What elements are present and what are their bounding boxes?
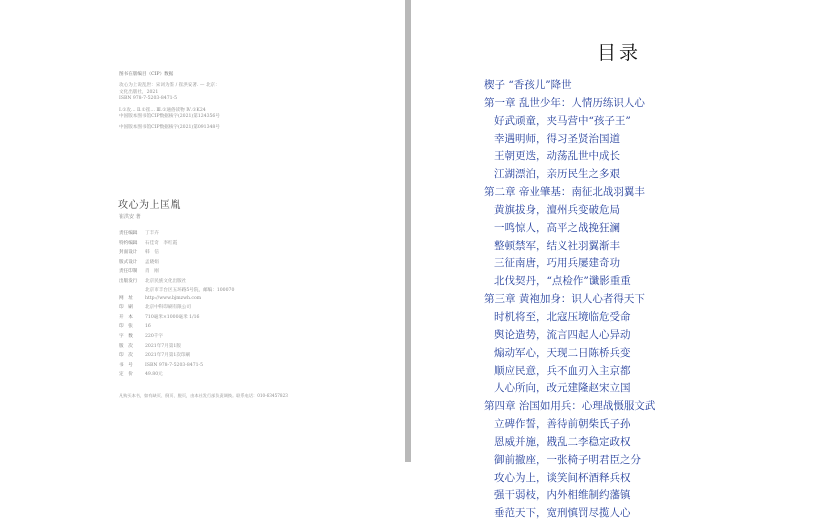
credit-row	[119, 332, 379, 342]
credit-value: 2021年7月第1次印刷	[145, 353, 191, 359]
left-page-copyright	[0, 0, 405, 462]
toc-section-link[interactable]: 王朝更迭，动荡乱世中成长	[494, 150, 620, 163]
credit-label: 印 刷	[119, 305, 133, 311]
toc-section-link[interactable]: 幸遇明师，得习圣贤治国道	[494, 132, 620, 145]
credit-row	[119, 361, 379, 371]
cip-line: Ⅰ.①攻… Ⅱ.①崔… Ⅲ.①通俗读物 Ⅳ.①K24	[119, 107, 206, 113]
credit-label: 印 次	[119, 353, 133, 359]
credit-row	[119, 313, 379, 323]
toc-chapter-link[interactable]: 第三章 黄袍加身：识人心者得天下	[484, 293, 645, 306]
toc-section-link[interactable]: 人心所向，改元建隆赵宋立国	[494, 382, 631, 395]
credit-label: 印 张	[119, 324, 133, 330]
toc-section-link[interactable]: 黄旗拔身，澶州兵变破危局	[494, 203, 620, 216]
credit-label: 网 址	[119, 295, 133, 301]
credit-row	[119, 239, 379, 249]
toc-section-link[interactable]: 好武顽童，夹马营中“孩子王”	[494, 114, 631, 127]
credit-value: 北京市丰台区五环路5号院，邮编：100070	[145, 287, 235, 293]
toc-section-link[interactable]: 时机将至，北寇压境临危受命	[494, 310, 631, 323]
credit-label: 责任编辑	[119, 231, 138, 236]
credit-value: ISBN 978-7-5203-8471-5	[145, 362, 204, 368]
credit-label: 责任印制	[119, 269, 138, 275]
credit-row	[119, 322, 379, 332]
credit-value: 710毫米×1000毫米 1/16	[145, 314, 200, 320]
toc-chapter-link[interactable]: 第一章 乱世少年：人情历练识人心	[484, 96, 645, 109]
toc-section-link[interactable]: 舆论造势，流言四起人心异动	[494, 328, 631, 341]
toc-section-link[interactable]: 顺应民意，兵不血刃入主京都	[494, 364, 631, 377]
cip-heading: 图书在版编目（CIP）数据	[119, 72, 174, 77]
credit-row	[119, 277, 379, 287]
credit-value: 北京中科印刷有限公司	[145, 305, 191, 311]
toc-section-link[interactable]: 立碑作誓，善待前朝柴氏子孙	[494, 418, 631, 431]
credit-value: http://www.bjmzwh.com	[145, 295, 202, 301]
toc-section-link[interactable]: 北伐契丹，“点检作”谶影重重	[494, 275, 631, 288]
credit-value: 16	[145, 324, 151, 330]
credit-value: 孟晓娟	[145, 259, 159, 265]
credit-row	[119, 294, 379, 304]
cip-line: ISBN 978-7-5203-8471-5	[119, 96, 178, 102]
cip-line: 文化出版社，2021	[119, 89, 159, 95]
book-author: 崔洪安 著	[119, 214, 141, 220]
credit-value: 220千字	[145, 333, 163, 339]
credit-value: 丁丰卉	[145, 231, 159, 236]
toc-section-link[interactable]: 煽动军心，天现二日陈桥兵变	[494, 346, 631, 359]
credit-row	[119, 370, 379, 380]
credit-label: 封面设计	[119, 250, 138, 256]
cip-block	[119, 72, 379, 132]
credit-label: 开 本	[119, 314, 133, 320]
book-title: 攻心为上匡胤	[118, 200, 181, 211]
toc-list	[484, 77, 814, 523]
credit-value: 肖 刚	[145, 269, 159, 275]
toc-section-link[interactable]: 一鸣惊人，高平之战挽狂澜	[494, 221, 620, 234]
cip-catalog-line: 中国版本图书馆CIP数据核字(2021)第091348号	[119, 125, 220, 131]
toc-section-link[interactable]: 恩威并施，戡乱二李稳定政权	[494, 435, 631, 448]
credit-label: 字 数	[119, 333, 133, 339]
credit-row	[119, 229, 379, 239]
toc-section-link[interactable]: 整顿禁军，结义社羽翼渐丰	[494, 239, 620, 252]
credit-row	[119, 248, 379, 258]
cip-line: 中国版本图书馆CIP数据核字(2021)第124356号	[119, 114, 220, 120]
toc-section-link[interactable]: 江湖漂泊，亲历民生之多艰	[494, 168, 620, 181]
credit-label: 版式设计	[119, 259, 138, 265]
credit-label: 书 号	[119, 362, 133, 368]
toc-section-link[interactable]: 三征南唐，巧用兵屡建奇功	[494, 257, 620, 270]
toc-section-link[interactable]: 御前撤座，一张椅子明君臣之分	[494, 453, 641, 466]
credit-value: 49.80元	[145, 372, 163, 378]
cip-line: 攻心为上说乱世：宋词为鉴 / 崔洪安著. — 北京：	[119, 83, 220, 89]
credit-label: 特约编辑	[119, 240, 138, 246]
toc-section-link[interactable]: 强干弱枝，内外相维制约藩镇	[494, 489, 631, 502]
toc-title: 目录	[597, 42, 642, 64]
credit-value: 2021年7月第1版	[145, 343, 181, 349]
credit-row	[119, 342, 379, 352]
credit-row	[119, 303, 379, 313]
credit-row	[119, 267, 379, 277]
toc-chapter-link[interactable]: 第四章 治国如用兵：心理战慑服文武	[484, 400, 656, 413]
credit-label: 版 次	[119, 343, 133, 349]
right-page-toc	[411, 0, 821, 520]
credit-value: 北京民族文化出版社	[145, 278, 187, 284]
toc-chapter-link[interactable]: 第二章 帝业肇基：南征北战羽翼丰	[484, 186, 645, 199]
toc-section-link[interactable]: 攻心为上，谈笑间杯酒释兵权	[494, 471, 631, 484]
credit-row	[119, 258, 379, 268]
credit-row	[119, 351, 379, 361]
credit-value: 韩 信	[145, 250, 159, 256]
toc-section-link[interactable]: 垂范天下，宽刑慎罚尽揽人心	[494, 507, 631, 520]
legal-notice: 凡购买本书，如有缺页、倒页、脱页，由本社发行部负责调换。联系电话：010-63457823	[119, 393, 288, 398]
credit-label: 定 价	[119, 372, 133, 378]
toc-prologue-link[interactable]: 楔子 “香孩儿”降世	[484, 79, 572, 91]
credit-label	[119, 287, 145, 294]
credit-row	[119, 287, 379, 294]
credit-value: 石佳奇 李红霞	[145, 240, 178, 246]
credits-list	[119, 229, 379, 380]
credit-label: 出版发行	[119, 278, 138, 284]
